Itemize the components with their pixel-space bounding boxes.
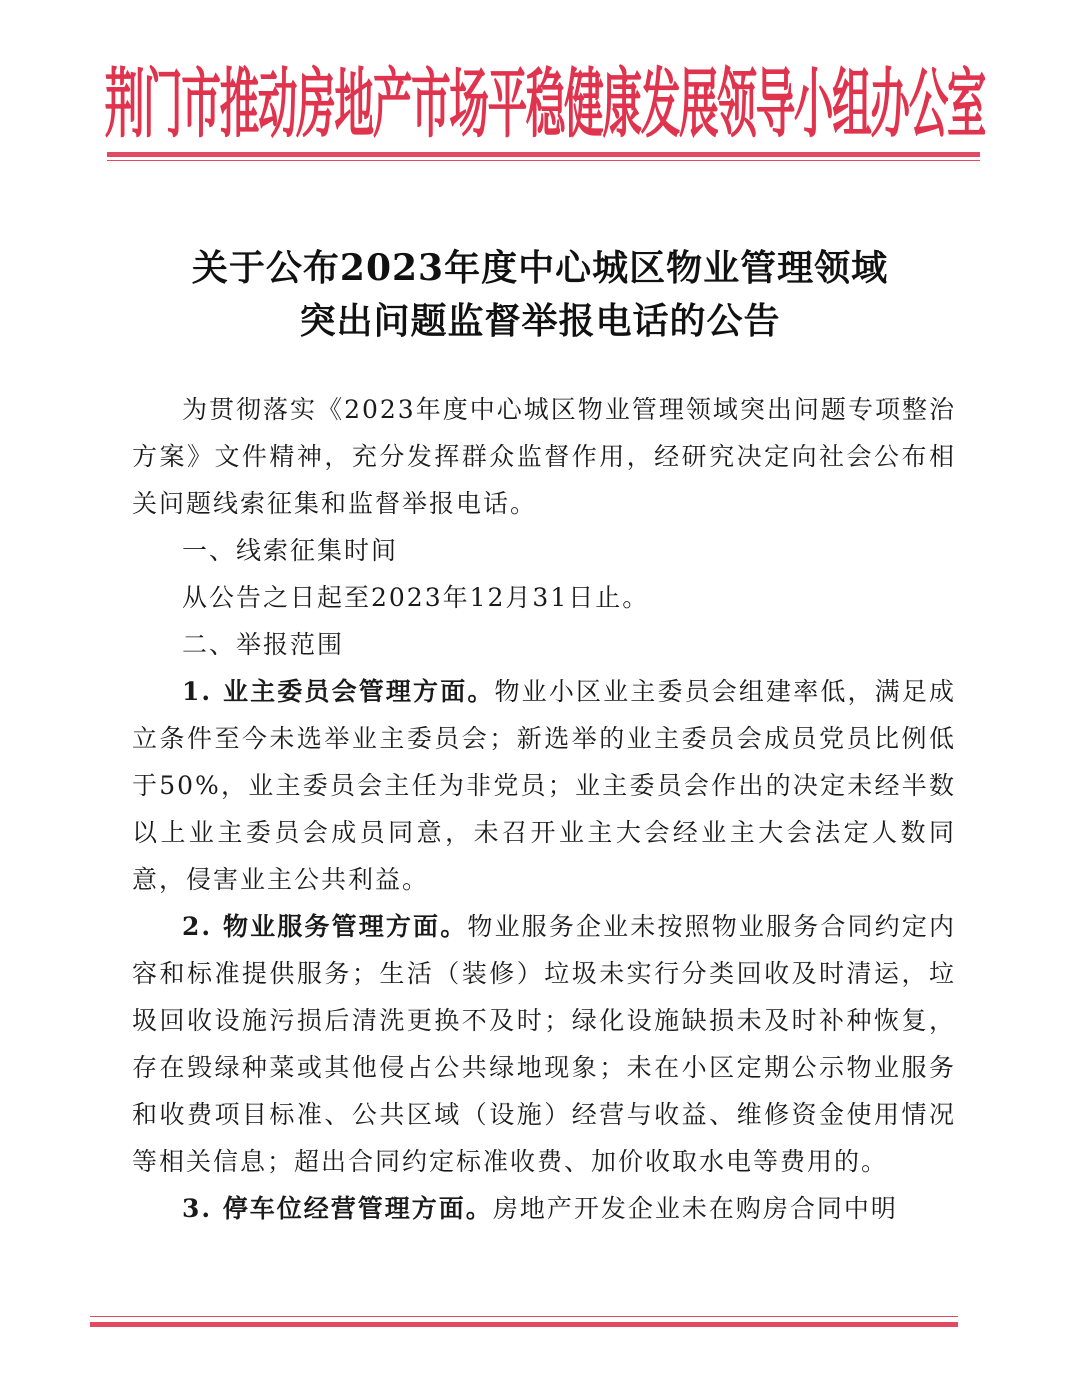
issuing-organization-name: 荆门市推动房地产市场平稳健康发展领导小组办公室	[105, 61, 985, 148]
item-1-text: 物业小区业主委员会组建率低，满足成立条件至今未选举业主委员会；新选举的业主委员会成员党员比例低于50%，业主委员会主任为非党员；业主委员会作出的决定未经半数以上业主委员会成员同意，未召开业主大会经业主大会法定人数同意，侵害业主公共利益。	[132, 677, 956, 894]
item-3-text: 房地产开发企业未在购房合同中明	[492, 1194, 898, 1223]
footer-divider-thin	[90, 1316, 958, 1317]
item-2-paragraph	[132, 903, 956, 1185]
document-title-line-1: 关于公布2023年度中心城区物业管理领域	[191, 247, 889, 289]
issuing-organization	[105, 50, 985, 148]
section-1-heading: 一、线索征集时间	[182, 536, 399, 565]
footer-divider-thick	[90, 1322, 958, 1327]
item-3-lead: 3. 停车位经营管理方面。	[182, 1194, 493, 1223]
item-2-lead: 2. 物业服务管理方面。	[182, 912, 468, 941]
section-1-text: 从公告之日起至2023年12月31日止。	[182, 583, 650, 612]
header-divider-thick	[107, 152, 980, 157]
item-1-paragraph	[132, 668, 956, 903]
document-title-line-2: 突出问题监督举报电话的公告	[299, 300, 781, 342]
intro-paragraph: 为贯彻落实《2023年度中心城区物业管理领域突出问题专项整治方案》文件精神，充分发挥群众监督作用，经研究决定向社会公布相关问题线索征集和监督举报电话。	[132, 395, 956, 518]
header-divider-thin	[107, 160, 980, 161]
section-2-heading: 二、举报范围	[182, 630, 345, 659]
item-1-lead: 1. 业主委员会管理方面。	[182, 677, 495, 706]
document-body	[132, 386, 956, 1232]
item-2-text: 物业服务企业未按照物业服务合同约定内容和标准提供服务；生活（装修）垃圾未实行分类回收及时清运，垃圾回收设施污损后清洗更换不及时；绿化设施缺损未及时补种恢复，存在毁绿种菜或其他侵占公共绿地现象；未在小区定期公示物业服务和收费项目标准、公共区域（设施）经营与收益、维修资金使用情况等相关信息；超出合同约定标准收费、加价收取水电等费用的。	[132, 912, 956, 1176]
item-3-paragraph	[132, 1185, 956, 1232]
